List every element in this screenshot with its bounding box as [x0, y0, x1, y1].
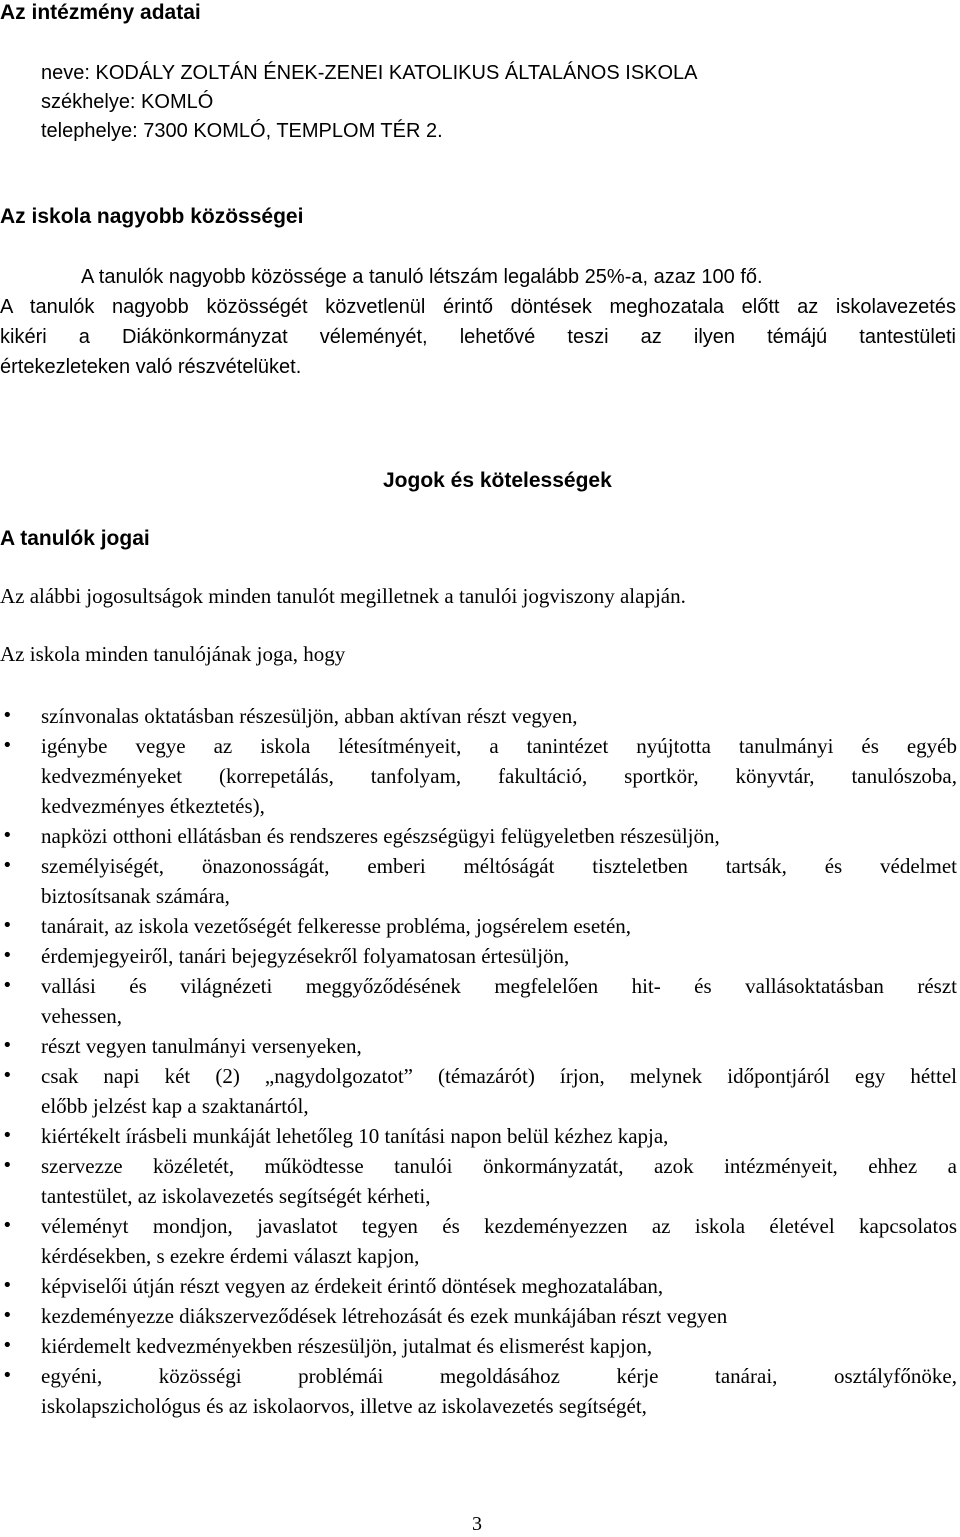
- bullet-icon: •: [2, 915, 13, 936]
- list-item-line: kérdésekben, s ezekre érdemi választ kapjon,: [41, 1244, 420, 1268]
- communities-paragraph: [0, 292, 956, 382]
- institution-site: telephelye: 7300 KOMLÓ, TEMPLOM TÉR 2.: [41, 120, 443, 142]
- communities-line1: A tanulók nagyobb közössége a tanuló létszám legalább 25%-a, azaz 100 fő.: [81, 266, 763, 288]
- list-item: [0, 1151, 957, 1211]
- institution-heading: Az intézmény adatai: [0, 1, 201, 24]
- bullet-icon: •: [2, 1125, 13, 1146]
- list-item-line: szervezze közéletét, működtesse tanulói önkormányzatát, azok intézményeit, ehhez a: [41, 1154, 957, 1178]
- list-item-line: részt vegyen tanulmányi versenyeken,: [41, 1034, 362, 1058]
- bullet-icon: •: [2, 1215, 13, 1236]
- bullet-icon: •: [2, 825, 13, 846]
- list-item: [0, 1031, 957, 1061]
- rights-list: [0, 701, 960, 1421]
- list-item: [0, 1211, 957, 1271]
- list-item-line: kezdeményezze diákszerveződések létrehozását és ezek munkájában részt vegyen: [41, 1304, 728, 1328]
- rights-intro: Az alábbi jogosultságok minden tanulót megilletnek a tanulói jogviszony alapján.: [0, 584, 686, 608]
- list-item: [0, 941, 957, 971]
- list-item: [0, 1121, 957, 1151]
- list-item: [0, 821, 957, 851]
- list-item-line: kiértékelt írásbeli munkáját lehetőleg 10 tanítási napon belül kézhez kapja,: [41, 1124, 669, 1148]
- rights-lead: Az iskola minden tanulójának joga, hogy: [0, 642, 346, 666]
- list-item-line: egyéni, közösségi problémái megoldásához kérje tanárai, osztályfőnöke,: [41, 1364, 957, 1388]
- bullet-icon: •: [2, 1155, 13, 1176]
- bullet-icon: •: [2, 1035, 13, 1056]
- list-item-line: színvonalas oktatásban részesüljön, abban aktívan részt vegyen,: [41, 704, 578, 728]
- section-title: Jogok és kötelességek: [383, 469, 612, 492]
- bullet-icon: •: [2, 1365, 13, 1386]
- list-item-line: iskolapszichológus és az iskolaorvos, illetve az iskolavezetés segítségét,: [41, 1394, 647, 1418]
- bullet-icon: •: [2, 975, 13, 996]
- list-item-line: biztosítsanak számára,: [41, 884, 230, 908]
- list-item-line: kiérdemelt kedvezményekben részesüljön, jutalmat és elismerést kapjon,: [41, 1334, 653, 1358]
- list-item-line: előbb jelzést kap a szaktanártól,: [41, 1094, 309, 1118]
- bullet-icon: •: [2, 705, 13, 726]
- institution-seat: székhelye: KOMLÓ: [41, 91, 214, 113]
- list-item: [0, 1331, 957, 1361]
- rights-subheading: A tanulók jogai: [0, 527, 150, 550]
- bullet-icon: •: [2, 735, 13, 756]
- list-item: [0, 1301, 957, 1331]
- list-item-line: vallási és világnézeti meggyőződésének megfelelően hit- és vallásoktatásban részt: [41, 974, 957, 998]
- list-item-line: igénybe vegye az iskola létesítményeit, a tanintézet nyújtotta tanulmányi és egyéb: [41, 734, 957, 758]
- list-item: [0, 731, 957, 821]
- bullet-icon: •: [2, 1305, 13, 1326]
- list-item: [0, 971, 957, 1031]
- institution-info: [41, 59, 698, 146]
- list-item: [0, 701, 957, 731]
- list-item-line: vehessen,: [41, 1004, 123, 1028]
- list-item: [0, 1061, 957, 1121]
- institution-name: neve: KODÁLY ZOLTÁN ÉNEK-ZENEI KATOLIKUS ÁLTALÁNOS ISKOLA: [41, 62, 698, 84]
- bullet-icon: •: [2, 1335, 13, 1356]
- list-item-line: képviselői útján részt vegyen az érdekeit érintő döntések meghozatalában,: [41, 1274, 664, 1298]
- list-item-line: csak napi két (2) „nagydolgozatot” (témazárót) írjon, melynek időpontjáról egy héttel: [41, 1064, 957, 1088]
- bullet-icon: •: [2, 855, 13, 876]
- bullet-icon: •: [2, 1275, 13, 1296]
- list-item-line: személyiségét, önazonosságát, emberi méltóságát tiszteletben tartsák, és védelmet: [41, 854, 957, 878]
- bullet-icon: •: [2, 1065, 13, 1086]
- list-item-line: tantestület, az iskolavezetés segítségét kérheti,: [41, 1184, 431, 1208]
- list-item: [0, 1271, 957, 1301]
- list-item: [0, 1361, 957, 1421]
- list-item-line: kedvezményes étkeztetés),: [41, 794, 265, 818]
- list-item-line: véleményt mondjon, javaslatot tegyen és kezdeményezzen az iskola életével kapcsolatos: [41, 1214, 957, 1238]
- list-item: [0, 851, 957, 911]
- communities-heading: Az iskola nagyobb közösségei: [0, 205, 304, 228]
- list-item-line: kedvezményeket (korrepetálás, tanfolyam, fakultáció, sportkör, könyvtár, tanulószoba,: [41, 764, 957, 788]
- communities-p2-l2: kikéri a Diákönkormányzat véleményét, lehetővé teszi az ilyen témájú tantestületi: [0, 326, 956, 348]
- list-item: [0, 911, 957, 941]
- page-number: 3: [472, 1513, 482, 1535]
- communities-p2-l3: értekezleteken való részvételüket.: [0, 356, 302, 378]
- list-item-line: napközi otthoni ellátásban és rendszeres egészségügyi felügyeletben részesüljön,: [41, 824, 720, 848]
- list-item-line: tanárait, az iskola vezetőségét felkeresse probléma, jogsérelem esetén,: [41, 914, 632, 938]
- bullet-icon: •: [2, 945, 13, 966]
- list-item-line: érdemjegyeiről, tanári bejegyzésekről folyamatosan értesüljön,: [41, 944, 570, 968]
- communities-p2-l1: A tanulók nagyobb közösségét közvetlenül érintő döntések meghozatala előtt az iskolavezetés: [0, 296, 956, 318]
